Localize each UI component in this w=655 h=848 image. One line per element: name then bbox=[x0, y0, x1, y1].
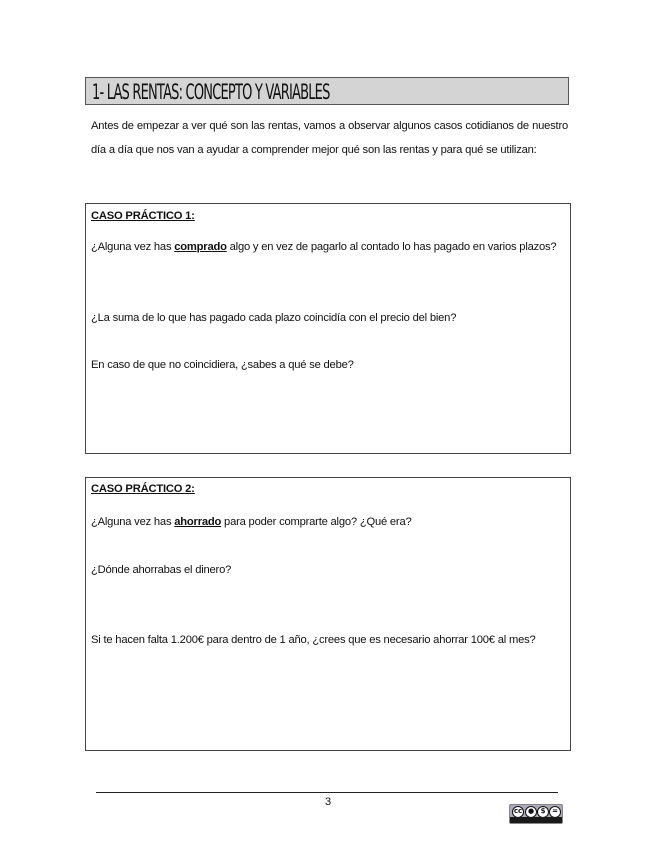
intro-paragraph: Antes de empezar a ver qué son las rentas, vamos a observar algunos casos cotidianos de nuestro día a día que nos van a ayudar a comprender mejor qué son las rentas y para qué se utilizan: bbox=[91, 120, 568, 156]
page-number: 3 bbox=[324, 796, 332, 808]
section-heading: 1- LAS RENTAS: CONCEPTO Y VARIABLES bbox=[92, 80, 330, 104]
emphasis-comprado: comprado bbox=[174, 241, 227, 253]
case-study-1-question-2: ¿La suma de lo que has pagado cada plazo coincidía con el precio del bien? bbox=[91, 312, 457, 324]
case-study-1-question-1: ¿Alguna vez has comprado algo y en vez de pagarlo al contado lo has pagado en varios plazos? bbox=[91, 241, 557, 253]
case-study-1-question-3: En caso de que no coincidiera, ¿sabes a qué se debe? bbox=[91, 359, 354, 371]
section-heading-bar bbox=[85, 77, 569, 105]
case-study-1-title: CASO PRÁCTICO 1: bbox=[91, 210, 195, 222]
emphasis-ahorrado: ahorrado bbox=[174, 516, 222, 528]
case-study-2-question-2: ¿Dónde ahorrabas el dinero? bbox=[91, 564, 232, 576]
case-study-2-question-3: Si te hacen falta 1.200€ para dentro de 1 año, ¿crees que es necesario ahorrar 100€ al mes? bbox=[91, 634, 536, 646]
case-study-2-title: CASO PRÁCTICO 2: bbox=[91, 483, 195, 495]
footer-divider bbox=[96, 792, 558, 793]
case-study-1-box bbox=[85, 203, 571, 454]
cc-badge-bottom bbox=[510, 817, 562, 823]
cc-by-icon: ● bbox=[525, 806, 537, 818]
case-study-2-box bbox=[85, 477, 571, 751]
cc-nc-icon: $ bbox=[537, 806, 549, 818]
cc-nd-icon: = bbox=[549, 806, 561, 818]
creative-commons-license-icon bbox=[509, 804, 563, 824]
cc-logo-icon: cc bbox=[512, 806, 524, 818]
case-study-2-question-1: ¿Alguna vez has ahorrado para poder comprarte algo? ¿Qué era? bbox=[91, 516, 412, 528]
